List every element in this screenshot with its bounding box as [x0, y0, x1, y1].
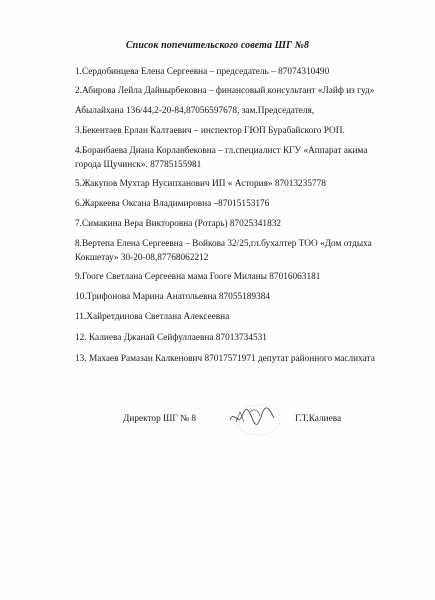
list-item-text: 12. Калиева Джанай Сейфуллаевна 87013734531	[75, 333, 267, 343]
list-item-text: города Щучинск». 87785155981	[75, 160, 202, 170]
list-item	[75, 197, 423, 211]
list-item-text: 1.Сердобинцева Елена Сергеевна – председатель – 87074310490	[75, 67, 330, 77]
list-item	[75, 124, 423, 138]
document-title: Список попечительского совета ШГ №8	[125, 40, 310, 51]
list-item	[75, 217, 423, 231]
list-item	[75, 104, 423, 118]
list-item	[75, 310, 423, 324]
list-item-text: 10.Трифонова Марина Анатольевна 87055189384	[75, 292, 271, 302]
director-title: Директор ШГ № 8	[123, 414, 196, 424]
list-item-text: 6.Жаркеева Оксана Владимировна –87015153176	[75, 199, 270, 209]
signature-icon	[222, 398, 282, 438]
list-item	[75, 237, 423, 265]
list-item-text: 5.Жакупов Мухтар Нусипханович ИП « Астория» 87013235778	[75, 179, 326, 189]
list-item-text: 11.Хайретдинова Светлана Алексеевна	[75, 312, 230, 322]
list-item-text: 2.Абирова Лейла Дайнырбековна – финансовый консультант «Лайф из гуд»	[75, 86, 375, 96]
list-item-text: Кокшетау» 30-20-08,87768062212	[75, 253, 209, 263]
list-item	[75, 177, 423, 191]
list-item	[75, 270, 423, 284]
list-item	[75, 352, 423, 366]
list-item	[75, 84, 423, 98]
list-item-text: 9.Гооге Светлана Сергеевна мама Гооге Миланы 87016063181	[75, 272, 321, 282]
list-item-text: Абылайхана 136/44,2-20-84,87056597678, зам.Председателя,	[75, 106, 315, 116]
list-item-text: 3.Бекентаев Ерлан Калтаевич – инспектор ГЮП Бурабайского РОП.	[75, 126, 345, 136]
list-item-text: 8.Вертепа Елена Сергеевна – Войкова 32/25,гл.бухалтер ТОО «Дом отдыха	[75, 239, 372, 249]
list-item-text: 7.Симакина Вера Викторовна (Ротарь) 87025341832	[75, 219, 282, 229]
list-item	[75, 65, 423, 79]
director-name: Г.Т.Калиева	[295, 414, 342, 424]
list-item-text: 4.Боранбаева Диана Корланбековна – гл.специалист КГУ «Аппарат акима	[75, 146, 368, 156]
list-item-text: 13. Махаев Рамазан Калкенович 87017571971 депутат районного маслихата	[75, 354, 375, 364]
list-item	[75, 144, 423, 172]
list-item	[75, 331, 423, 345]
list-item	[75, 290, 423, 304]
